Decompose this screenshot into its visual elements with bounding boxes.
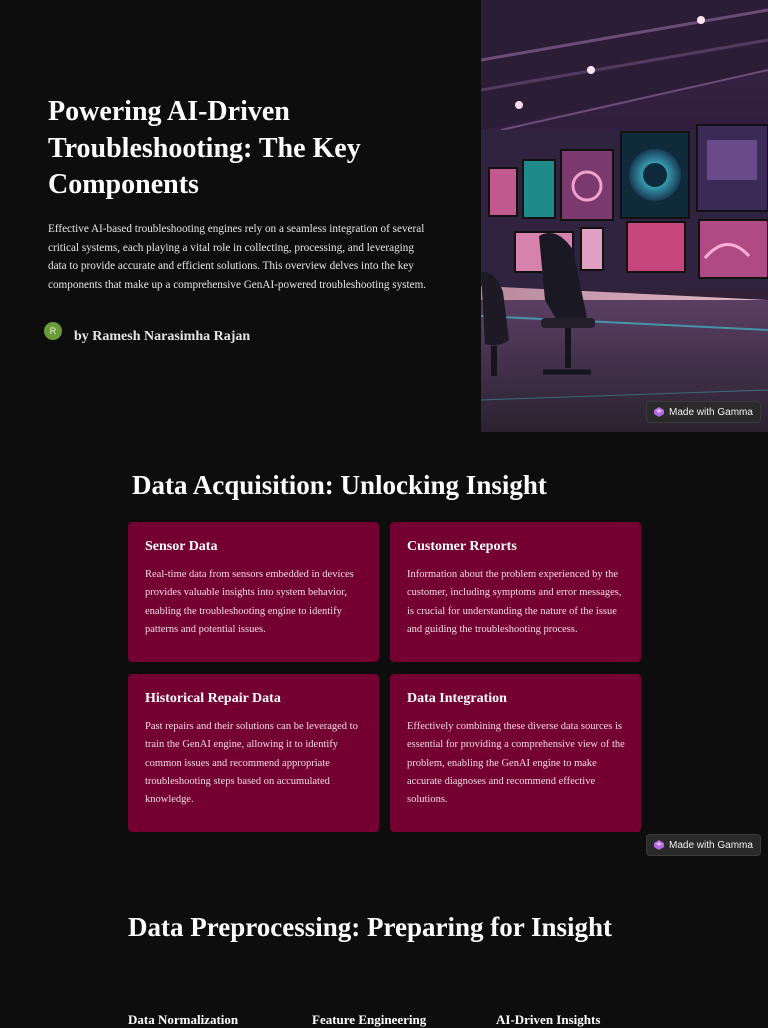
column-heading-feature-engineering: Feature Engineering bbox=[312, 1012, 427, 1027]
hero-title: Powering AI-Driven Troubleshooting: The Key Components bbox=[48, 96, 361, 200]
author-byline bbox=[44, 322, 251, 344]
card-data-integration bbox=[390, 674, 641, 832]
card-title: Data Integration bbox=[407, 691, 507, 706]
made-with-gamma-badge[interactable] bbox=[646, 401, 761, 423]
card-title: Sensor Data bbox=[145, 539, 218, 554]
card-title: Customer Reports bbox=[407, 539, 517, 554]
gamma-badge-label: Made with Gamma bbox=[669, 839, 753, 851]
card-text: Real-time data from sensors embedded in devices provides valuable insights into system behavior, enabling the troubleshooting engine to identify patterns and potential issues. bbox=[145, 569, 354, 635]
card-sensor-data bbox=[128, 522, 379, 662]
hero-description: Effective AI-based troubleshooting engines rely on a seamless integration of several critical systems, each playing a vital role in collecting, processing, and leveraging data to provide accurate and efficient solutions. This overview delves into the key components that make up a comprehensive GenAI-powered troubleshooting system. bbox=[48, 223, 427, 291]
gamma-logo-icon bbox=[654, 407, 664, 417]
card-customer-reports bbox=[390, 522, 641, 662]
card-historical-repair-data bbox=[128, 674, 379, 832]
card-text: Information about the problem experienced by the customer, including symptoms and error messages, is crucial for understanding the nature of the issue and guiding the troubleshooting process. bbox=[407, 569, 622, 635]
card-text: Past repairs and their solutions can be leveraged to train the GenAI engine, allowing it to identify common issues and recommend appropriate troubleshooting steps based on accumulated knowledge. bbox=[145, 721, 358, 806]
gamma-logo-icon bbox=[654, 840, 664, 850]
card-text: Effectively combining these diverse data sources is essential for providing a comprehensive view of the problem, enabling the GenAI engine to make accurate diagnoses and recommend effective solutions. bbox=[407, 721, 625, 806]
author-name: by Ramesh Narasimha Rajan bbox=[74, 329, 251, 344]
column-heading-ai-driven-insights: AI-Driven Insights bbox=[496, 1012, 601, 1027]
control-room-image bbox=[481, 0, 768, 432]
avatar: R bbox=[44, 322, 62, 340]
made-with-gamma-badge[interactable] bbox=[646, 834, 761, 856]
section-title: Data Preprocessing: Preparing for Insight bbox=[128, 912, 612, 942]
hero-section bbox=[0, 0, 768, 432]
gamma-badge-label: Made with Gamma bbox=[669, 406, 753, 418]
card-title: Historical Repair Data bbox=[145, 691, 281, 706]
section-title: Data Acquisition: Unlocking Insight bbox=[132, 470, 547, 500]
column-heading-data-normalization: Data Normalization bbox=[128, 1012, 239, 1027]
